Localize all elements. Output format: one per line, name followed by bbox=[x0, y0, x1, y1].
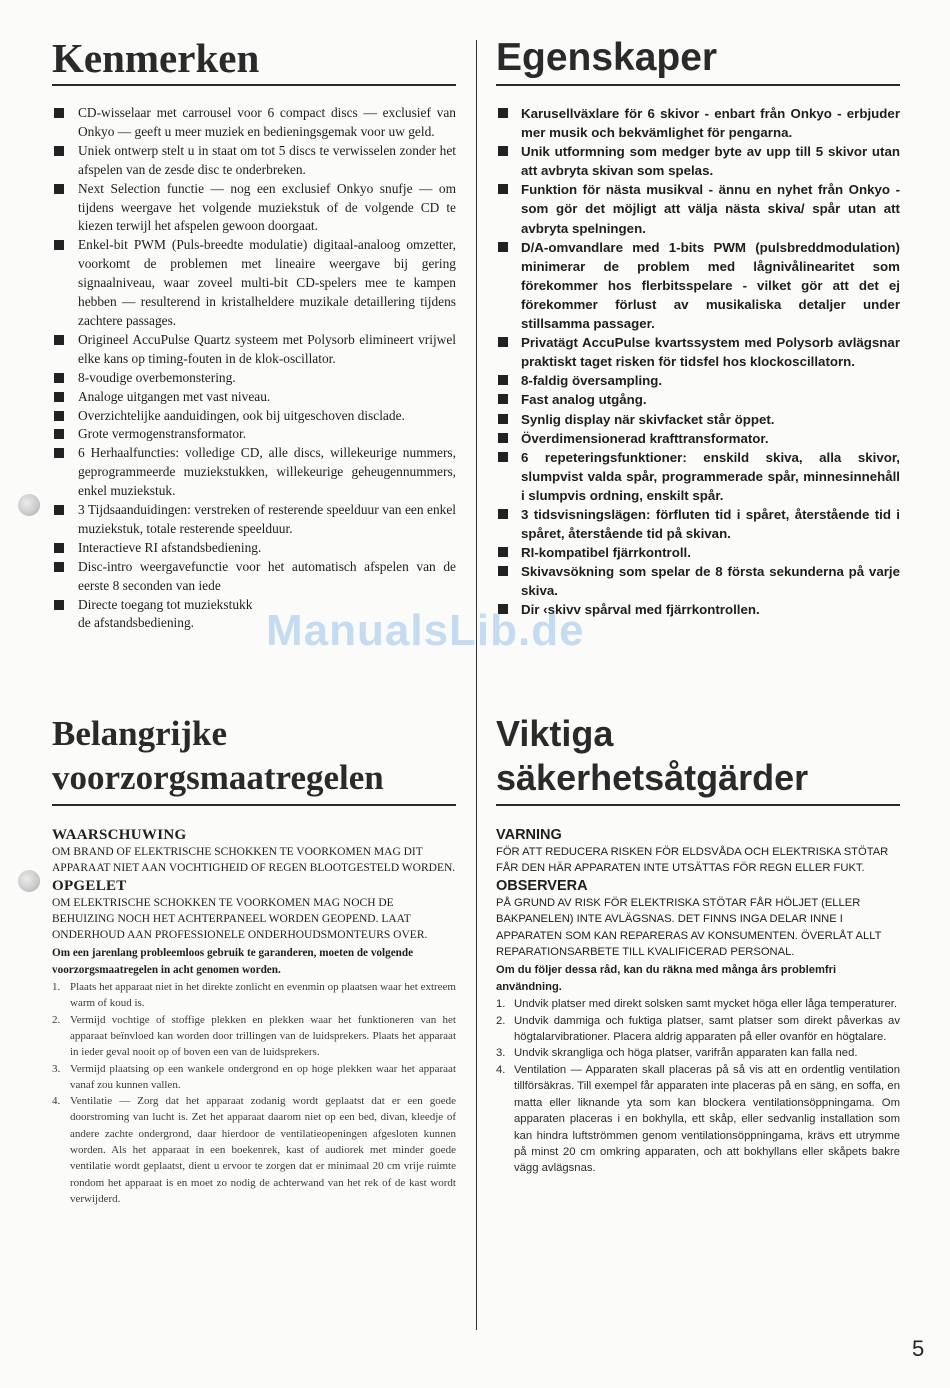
feature-item: 8-faldig översampling. bbox=[496, 371, 900, 390]
feature-item: Next Selection functie — nog een exclusief Onkyo snufje — om tijdens weergave het volgende muziekstuk of de volgende CD te kiezen terwijl het afspelen gewoon doorgaat. bbox=[52, 180, 456, 237]
page-number: 5 bbox=[912, 1336, 925, 1361]
bullet-icon bbox=[498, 375, 508, 385]
feature-item: Directe toegang tot muziekstukk de afstandsbediening. bbox=[52, 596, 456, 634]
warning-heading: WAARSCHUWING bbox=[52, 827, 187, 843]
warning-heading: VARNING bbox=[496, 827, 562, 843]
feature-item: 8-voudige overbemonstering. bbox=[52, 369, 456, 388]
features-list-nl bbox=[52, 104, 456, 633]
bullet-icon bbox=[54, 543, 64, 553]
feature-item: Disc-intro weergavefunctie voor het automatisch afspelen van de eerste 8 seconden van iede bbox=[52, 558, 456, 596]
feature-item: Synlig display när skivfacket står öppet. bbox=[496, 410, 900, 429]
feature-item: Overzichtelijke aanduidingen, ook bij uitgeschoven disclade. bbox=[52, 407, 456, 426]
precaution-item: 4. Ventilation — Apparaten skall placeras på så vis att en ordentlig ventilation tillförsäkras. Till exempel får apparaten inte placeras på en säng, en soffa, en matta eller liknande yta som kan blockera ventilationsöppningama. Om apparaten placeras i en bokhylla, ett skåp, eller sedvanlig installation som kan hindra luftströmmen genom ventilationsöppningama, krävs ett utrymme på minst 20 cm omkring apparaten, och att bokhyllans eller skåpets bakre vägg avlägsnas. bbox=[496, 1063, 900, 1175]
column-divider bbox=[476, 40, 477, 1330]
caution-text: PÅ GRUND AV RISK FÖR ELEKTRISKA STÖTAR FÅR HÖLJET (ELLER BAKPANELEN) INTE AVLÄGSNAS. DET FINNS INGA DELAR INNE I APPARATEN SOM KAN REPARERAS AV KONSUMENTEN. ÖVERLÅT ALLT REPARATIONSARBETE TILL KVALIFICERAD PERSONAL. bbox=[496, 896, 882, 959]
feature-item: D/A-omvandlare med 1-bits PWM (pulsbreddmodulation) minimerar de problem med lågnivålinearitet som förekommer hos flerbitsspelare - vilket gör att det ej förekommer förlust av musikaliska detaljer under stillsamma passager. bbox=[496, 238, 900, 333]
feature-item: 3 tidsvisningslägen: förfluten tid i spåret, återstående tid i spåret, återstående tid på skivan. bbox=[496, 505, 900, 543]
caution-text: OM ELEKTRISCHE SCHOKKEN TE VOORKOMEN MAG NOCH DE BEHUIZING NOCH HET ACHTERPANEEL WORDEN GEOPEND. LAAT ONDERHOUD AAN PROFESSIONELE ONDERHOUDSMONTEURS OVER. bbox=[52, 896, 428, 942]
feature-item: Karusellväxlare för 6 skivor - enbart från Onkyo - erbjuder mer musik och bekvämlighet för pengarna. bbox=[496, 104, 900, 142]
feature-item: RI-kompatibel fjärrkontroll. bbox=[496, 543, 900, 562]
caution-heading: OBSERVERA bbox=[496, 877, 588, 894]
precautions-section-nl bbox=[52, 712, 456, 1207]
caution-heading: OPGELET bbox=[52, 877, 127, 894]
bullet-icon bbox=[498, 566, 508, 576]
precautions-intro: Om du följer dessa råd, kan du räkna med många års problemfri användning. bbox=[496, 964, 837, 993]
bullet-icon bbox=[54, 448, 64, 458]
feature-item: Överdimensionerad krafttransformator. bbox=[496, 429, 900, 448]
bullet-icon bbox=[498, 509, 508, 519]
bullet-icon bbox=[498, 337, 508, 347]
punch-hole-top bbox=[18, 494, 40, 516]
bullet-icon bbox=[498, 146, 508, 156]
feature-item: Interactieve RI afstandsbediening. bbox=[52, 539, 456, 558]
punch-hole-bottom bbox=[18, 870, 40, 892]
watermark: ManualsLib.de bbox=[266, 606, 585, 655]
feature-item: Enkel-bit PWM (Puls-breedte modulatie) digitaal-analoog omzetter, voorkomt de problemen met lineaire weergave bij gering signaalniveau, waar zoveel multi-bit CD-spelers mee te kampen hebben — resulterend in kristalheldere muzikale detaillering tijdens zachtere passages. bbox=[52, 236, 456, 331]
feature-item: 6 repeteringsfunktioner: enskild skiva, alla skivor, slumpvist valda spår, programmerade spår, minnesinnehåll i slumpvis ordning, enskilt spår. bbox=[496, 448, 900, 505]
feature-item: Analoge uitgangen met vast niveau. bbox=[52, 388, 456, 407]
warning-text: FÖR ATT REDUCERA RISKEN FÖR ELDSVÅDA OCH ELEKTRISKA STÖTAR FÅR DEN HÄR APPARATEN INTE UTSÄTTAS FÖR REGN ELLER FUKT. bbox=[496, 846, 889, 875]
precaution-item: 1. Plaats het apparaat niet in het direkte zonlicht en evenmin op plaatsen waar het extreem warm of koud is. bbox=[52, 981, 456, 1010]
bullet-icon bbox=[54, 392, 64, 402]
precaution-item: 2. Vermijd vochtige of stoffige plekken en plekken waar het funktioneren van het apparaat beïnvloed kan worden door trillingen van de luidsprekers. Plaats het apparaat in ieder geval nooit op of boven een van de luidsprekers. bbox=[52, 1013, 456, 1059]
feature-item: Fast analog utgång. bbox=[496, 390, 900, 409]
precautions-title-nl: Belangrijke voorzorgsmaatregelen bbox=[52, 714, 384, 797]
bullet-icon bbox=[54, 600, 64, 610]
precaution-item: 2. Undvik dammiga och fuktiga platser, samt platser som direkt påverkas av högtalarvibrationer. Placera aldrig apparaten på eller ovanför en högtalare. bbox=[496, 1014, 900, 1044]
bullet-icon bbox=[498, 452, 508, 462]
bullet-icon bbox=[54, 373, 64, 383]
precautions-intro: Om een jarenlang probleemloos gebruik te garanderen, moeten de volgende voorzorgsmaatregelen in acht genomen worden. bbox=[52, 947, 414, 976]
features-title-sv: Egenskaper bbox=[496, 36, 718, 79]
title-rule bbox=[496, 84, 900, 86]
feature-item: Uniek ontwerp stelt u in staat om tot 5 discs te verwisselen zonder het afspelen van de zesde disc te onderbreken. bbox=[52, 142, 456, 180]
bullet-icon bbox=[54, 411, 64, 421]
precaution-item: 1. Undvik platser med direkt solsken samt mycket höga eller låga temperaturer. bbox=[496, 998, 898, 1011]
bullet-icon bbox=[498, 433, 508, 443]
bullet-icon bbox=[498, 547, 508, 557]
features-title-nl: Kenmerken bbox=[52, 35, 260, 81]
precautions-section-sv bbox=[496, 712, 900, 1177]
bullet-icon bbox=[498, 108, 508, 118]
feature-item: 6 Herhaalfuncties: volledige CD, alle discs, willekeurige nummers, geprogrammeerde muziekstukken, willekeurige geheugennummers, enkel muziekstuk. bbox=[52, 444, 456, 501]
bullet-icon bbox=[54, 429, 64, 439]
bullet-icon bbox=[54, 184, 64, 194]
feature-item: Origineel AccuPulse Quartz systeem met Polysorb elimineert vrijwel elke kans op timing-fouten in de klok-oscillator. bbox=[52, 331, 456, 369]
bullet-icon bbox=[54, 240, 64, 250]
feature-item: Privatägt AccuPulse kvartssystem med Polysorb avlägsnar praktiskt taget risken för tidsfel hos klockoscillatorn. bbox=[496, 333, 900, 371]
bullet-icon bbox=[54, 562, 64, 572]
feature-item: Unik utformning som medger byte av upp till 5 skivor utan att avbryta skivan som spelas. bbox=[496, 142, 900, 180]
warning-text: OM BRAND OF ELEKTRISCHE SCHOKKEN TE VOORKOMEN MAG DIT APPARAAT NIET AAN VOCHTIGHEID OF REGEN BLOOTGESTELD WORDEN. bbox=[52, 846, 456, 875]
swedish-column bbox=[496, 36, 900, 1175]
feature-item: Skivavsökning som spelar de 8 första sekunderna på varje skiva. bbox=[496, 562, 900, 600]
bullet-icon bbox=[498, 414, 508, 424]
precautions-title-sv: Viktiga säkerhetsåtgärder bbox=[496, 713, 809, 798]
feature-item: Funktion för nästa musikval - ännu en nyhet från Onkyo - som gör det möjligt att välja nästa skiva/ spår utan att avbryta spelningen. bbox=[496, 180, 900, 237]
bullet-icon bbox=[54, 146, 64, 156]
precaution-item: 3. Undvik skrangliga och höga platser, varifrån apparaten kan falla ned. bbox=[496, 1047, 858, 1060]
feature-item: CD-wisselaar met carrousel voor 6 compact discs — exclusief van Onkyo — geeft u meer muziek en bedieningsgemak voor uw geld. bbox=[52, 104, 456, 142]
bullet-icon bbox=[54, 335, 64, 345]
precaution-item: 4. Ventilatie — Zorg dat het apparaat zodanig wordt geplaatst dat er een goede doorstroming van lucht is. Zet het apparaat daarom niet op een bed, divan, kleedje of andere zachte ondergrond, daar hierdoor de ventilatieopeningen afgesloten kunnen worden. Als het apparaat in een boekenrek, kast of audiorek met minder goede ventilatie wordt geplaatst, dient u ervoor te zorgen dat er minimaal 20 cm vrije ruimte rondom het apparaat is en moet zo nodig de achterwand van het rek of de kast wordt verwijderd. bbox=[52, 1095, 456, 1205]
bullet-icon bbox=[54, 108, 64, 118]
precautions-list-sv bbox=[496, 996, 900, 1176]
feature-item: 3 Tijdsaanduidingen: verstreken of resterende speelduur van een enkel muziekstuk, totale resterende speelduur. bbox=[52, 501, 456, 539]
bullet-icon bbox=[498, 394, 508, 404]
bullet-icon bbox=[498, 184, 508, 194]
bullet-icon bbox=[54, 505, 64, 515]
title-rule bbox=[52, 84, 456, 86]
feature-item: Dir ‹skivv spårval med fjärrkontrollen. bbox=[496, 600, 900, 619]
feature-item: Grote vermogenstransformator. bbox=[52, 425, 456, 444]
features-list-sv bbox=[496, 104, 900, 620]
precaution-item: 3. Vermijd plaatsing op een wankele ondergrond en op hoge plekken waar het apparaat vanaf zou kunnen vallen. bbox=[52, 1062, 456, 1091]
bullet-icon bbox=[498, 242, 508, 252]
precautions-list-nl bbox=[52, 979, 456, 1207]
